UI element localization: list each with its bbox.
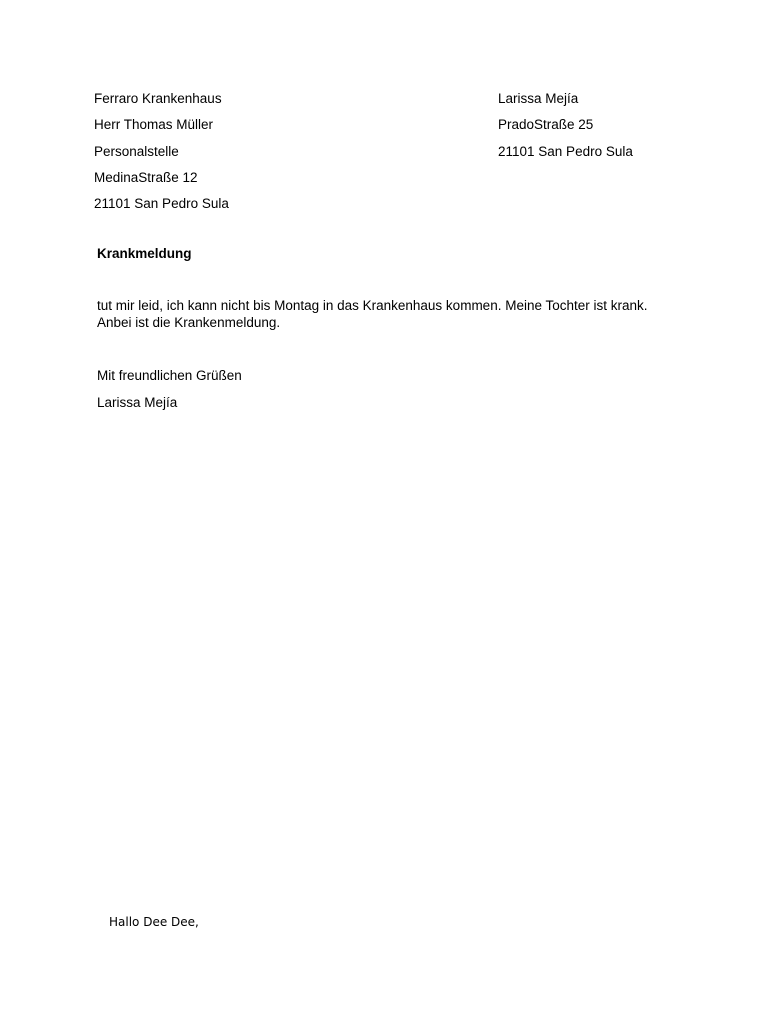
sender-line-name: Larissa Mejía xyxy=(498,91,579,106)
sender-line-city: 21101 San Pedro Sula xyxy=(498,144,633,159)
recipient-line-organization: Ferraro Krankenhaus xyxy=(94,91,222,106)
letter-subject: Krankmeldung xyxy=(97,246,192,261)
letter-body-line: tut mir leid, ich kann nicht bis Montag in das Krankenhaus kommen. Meine Tochter ist krank. xyxy=(97,298,648,313)
recipient-line-street: MedinaStraße 12 xyxy=(94,170,198,185)
letter-body xyxy=(97,297,697,331)
recipient-line-city: 21101 San Pedro Sula xyxy=(94,196,229,211)
footer-note: Hallo Dee Dee, xyxy=(109,915,199,929)
sender-line-street: PradoStraße 25 xyxy=(498,117,594,132)
letter-body-line: Anbei ist die Krankenmeldung. xyxy=(97,315,281,330)
letter-signature: Larissa Mejía xyxy=(97,395,178,410)
letter-closing: Mit freundlichen Grüßen xyxy=(97,368,242,383)
recipient-line-department: Personalstelle xyxy=(94,144,179,159)
recipient-line-contact: Herr Thomas Müller xyxy=(94,117,214,132)
